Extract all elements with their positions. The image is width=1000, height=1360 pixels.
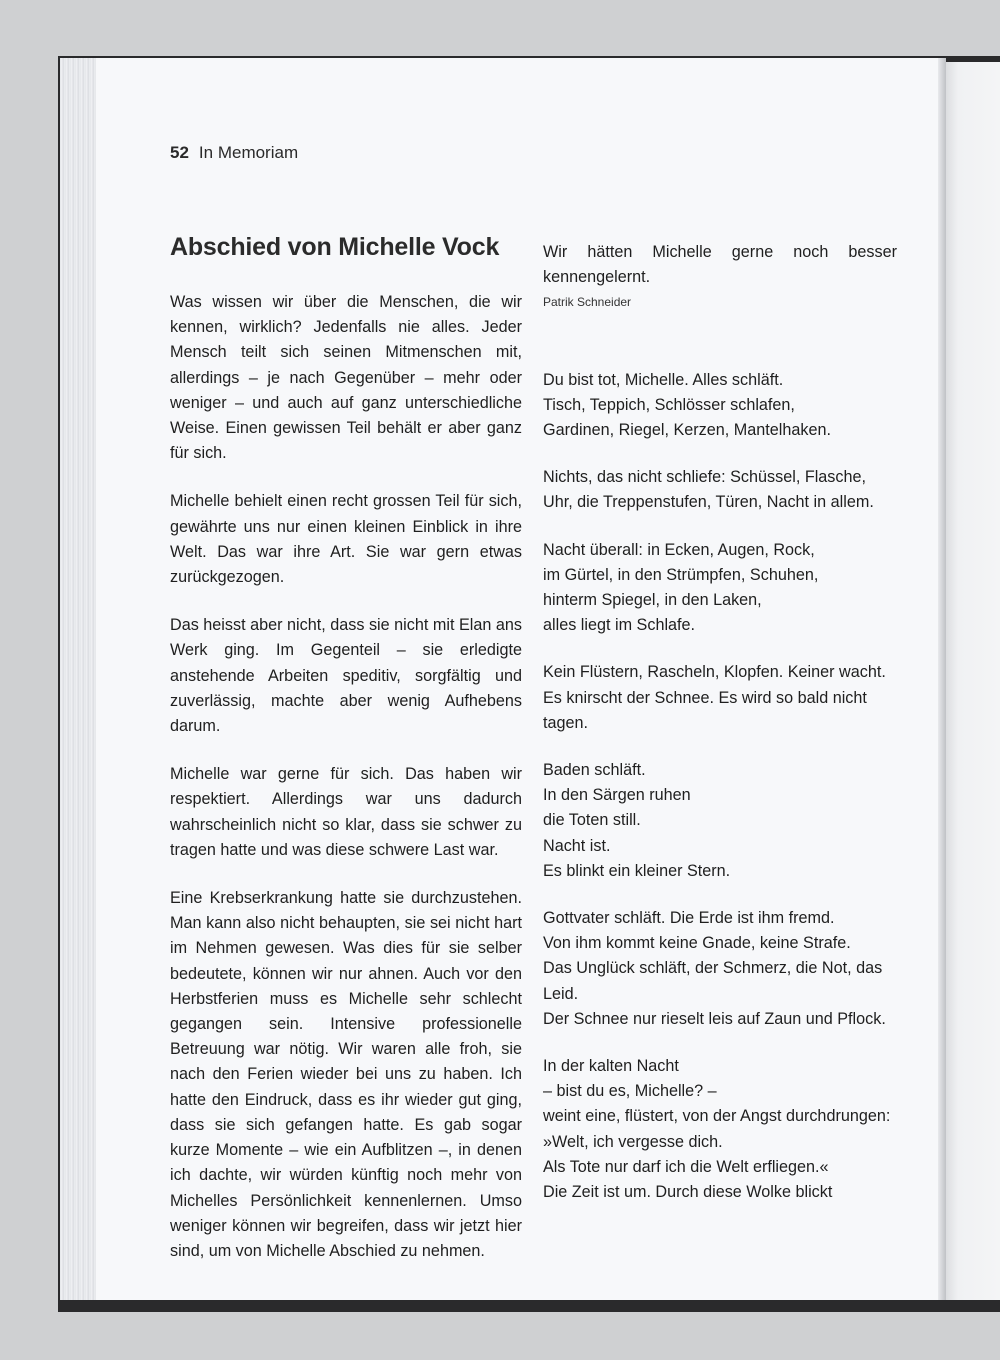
section-title: In Memoriam [198, 143, 299, 162]
poem-line: In der kalten Nacht [543, 1057, 679, 1076]
poem-stanza [543, 660, 897, 736]
poem-line: Du bist tot, Michelle. Alles schläft. [543, 370, 784, 389]
paragraph: Das heisst aber nicht, dass sie nicht mit Elan ans Werk ging. Im Gegenteil – sie erledigte anstehende Arbeiten speditiv, sorgfältig und zuverlässig, machte aber wenig Aufhebens darum. [170, 616, 522, 736]
poem-line: Leid. [543, 984, 579, 1003]
poem-stanza [543, 538, 897, 639]
running-header [170, 143, 298, 163]
poem-line: – bist du es, Michelle? – [543, 1082, 717, 1101]
poem-line: Uhr, die Treppenstufen, Türen, Nacht in allem. [543, 493, 874, 512]
poem-line: Nacht überall: in Ecken, Augen, Rock, [543, 540, 815, 559]
poem-line: weint eine, flüstert, von der Angst durchdrungen: [543, 1107, 891, 1126]
paragraph: Eine Krebserkrankung hatte sie durchzustehen. Man kann also nicht behaupten, sie sei nicht hart im Nehmen gewesen. Was dies für sie selber bedeutete, können wir nur ahnen. Auch vor den Herbstferien muss es Michelle sehr schlecht gegangen sein. Intensive professionelle Betreuung war nötig. Wir waren alle froh, sie nach den Ferien wieder bei uns zu haben. Ich hatte den Eindruck, dass es ihr wieder gut ging, dass sie sich gefangen hatte. Es gab sogar kurze Momente – wie ein Aufblitzen –, in denen ich dachte, wir würden künftig noch mehr von Michelles Persönlichkeit kennenlernen. Umso weniger können wir begreifen, dass wir jetzt hier sind, um von Michelle Abschied zu nehmen. [170, 889, 522, 1260]
poem-stanza [543, 465, 897, 515]
poem-stanza [543, 758, 897, 884]
poem-line: Es knirscht der Schnee. Es wird so bald nicht [543, 688, 867, 707]
poem-line: Gardinen, Riegel, Kerzen, Mantelhaken. [543, 421, 831, 440]
poem-line: Das Unglück schläft, der Schmerz, die Not, das [543, 959, 883, 978]
poem-line: Kein Flüstern, Rascheln, Klopfen. Keiner wacht. [543, 663, 886, 682]
poem-stanza [543, 1054, 897, 1205]
left-column [170, 290, 522, 1287]
poem-line: im Gürtel, in den Strümpfen, Schuhen, [543, 565, 819, 584]
poem-line: Nacht ist. [543, 836, 611, 855]
poem-line: alles liegt im Schlafe. [543, 616, 696, 635]
author-name: Patrik Schneider [543, 295, 632, 310]
facing-page-edge [944, 62, 1000, 1300]
paragraph: Was wissen wir über die Menschen, die wir kennen, wirklich? Jedenfalls nie alles. Jeder Mensch teilt sich seinen Mitmenschen mit, allerdings – je nach Gegenüber – mehr oder weniger – und auch auf ganz unterschiedliche Weise. Einen gewissen Teil behält er aber ganz für sich. [170, 293, 522, 463]
poem-line: Als Tote nur darf ich die Welt erfliegen.« [543, 1157, 829, 1176]
poem-stanza [543, 368, 897, 444]
poem-line: tagen. [543, 713, 589, 732]
page-number: 52 [170, 143, 189, 162]
poem-line: Gottvater schläft. Die Erde ist ihm fremd. [543, 909, 835, 928]
poem-line: In den Särgen ruhen [543, 786, 691, 805]
poem-line: die Toten still. [543, 811, 641, 830]
poem-line: Die Zeit ist um. Durch diese Wolke blickt [543, 1183, 833, 1202]
poem-line: Von ihm kommt keine Gnade, keine Strafe. [543, 934, 851, 953]
poem-line: »Welt, ich vergesse dich. [543, 1132, 723, 1151]
poem-line: Tisch, Teppich, Schlösser schlafen, [543, 395, 795, 414]
paragraph: Michelle war gerne für sich. Das haben wir respektiert. Allerdings war uns dadurch wahrscheinlich nicht so klar, dass sie schwer zu tragen hatte und was diese schwere Last war. [170, 765, 522, 859]
page-gutter [938, 58, 946, 1300]
article-title: Abschied von Michelle Vock [170, 233, 500, 261]
closing-paragraph: Wir hätten Michelle gerne noch besser kennengelernt. [543, 243, 897, 287]
poem-line: Nichts, das nicht schliefe: Schüssel, Flasche, [543, 468, 866, 487]
right-column [543, 240, 897, 1227]
poem-line: Baden schläft. [543, 761, 646, 780]
poem-line: Es blinkt ein kleiner Stern. [543, 861, 731, 880]
poem-line: hinterm Spiegel, in den Laken, [543, 591, 762, 610]
poem-line: Der Schnee nur rieselt leis auf Zaun und Pflock. [543, 1009, 886, 1028]
poem-stanza [543, 906, 897, 1032]
paragraph: Michelle behielt einen recht grossen Teil für sich, gewährte uns nur einen kleinen Einblick in ihre Welt. Das war ihre Art. Sie war gern etwas zurückgezogen. [170, 492, 522, 587]
poem [543, 368, 897, 1206]
page-stack-edges [60, 58, 100, 1300]
